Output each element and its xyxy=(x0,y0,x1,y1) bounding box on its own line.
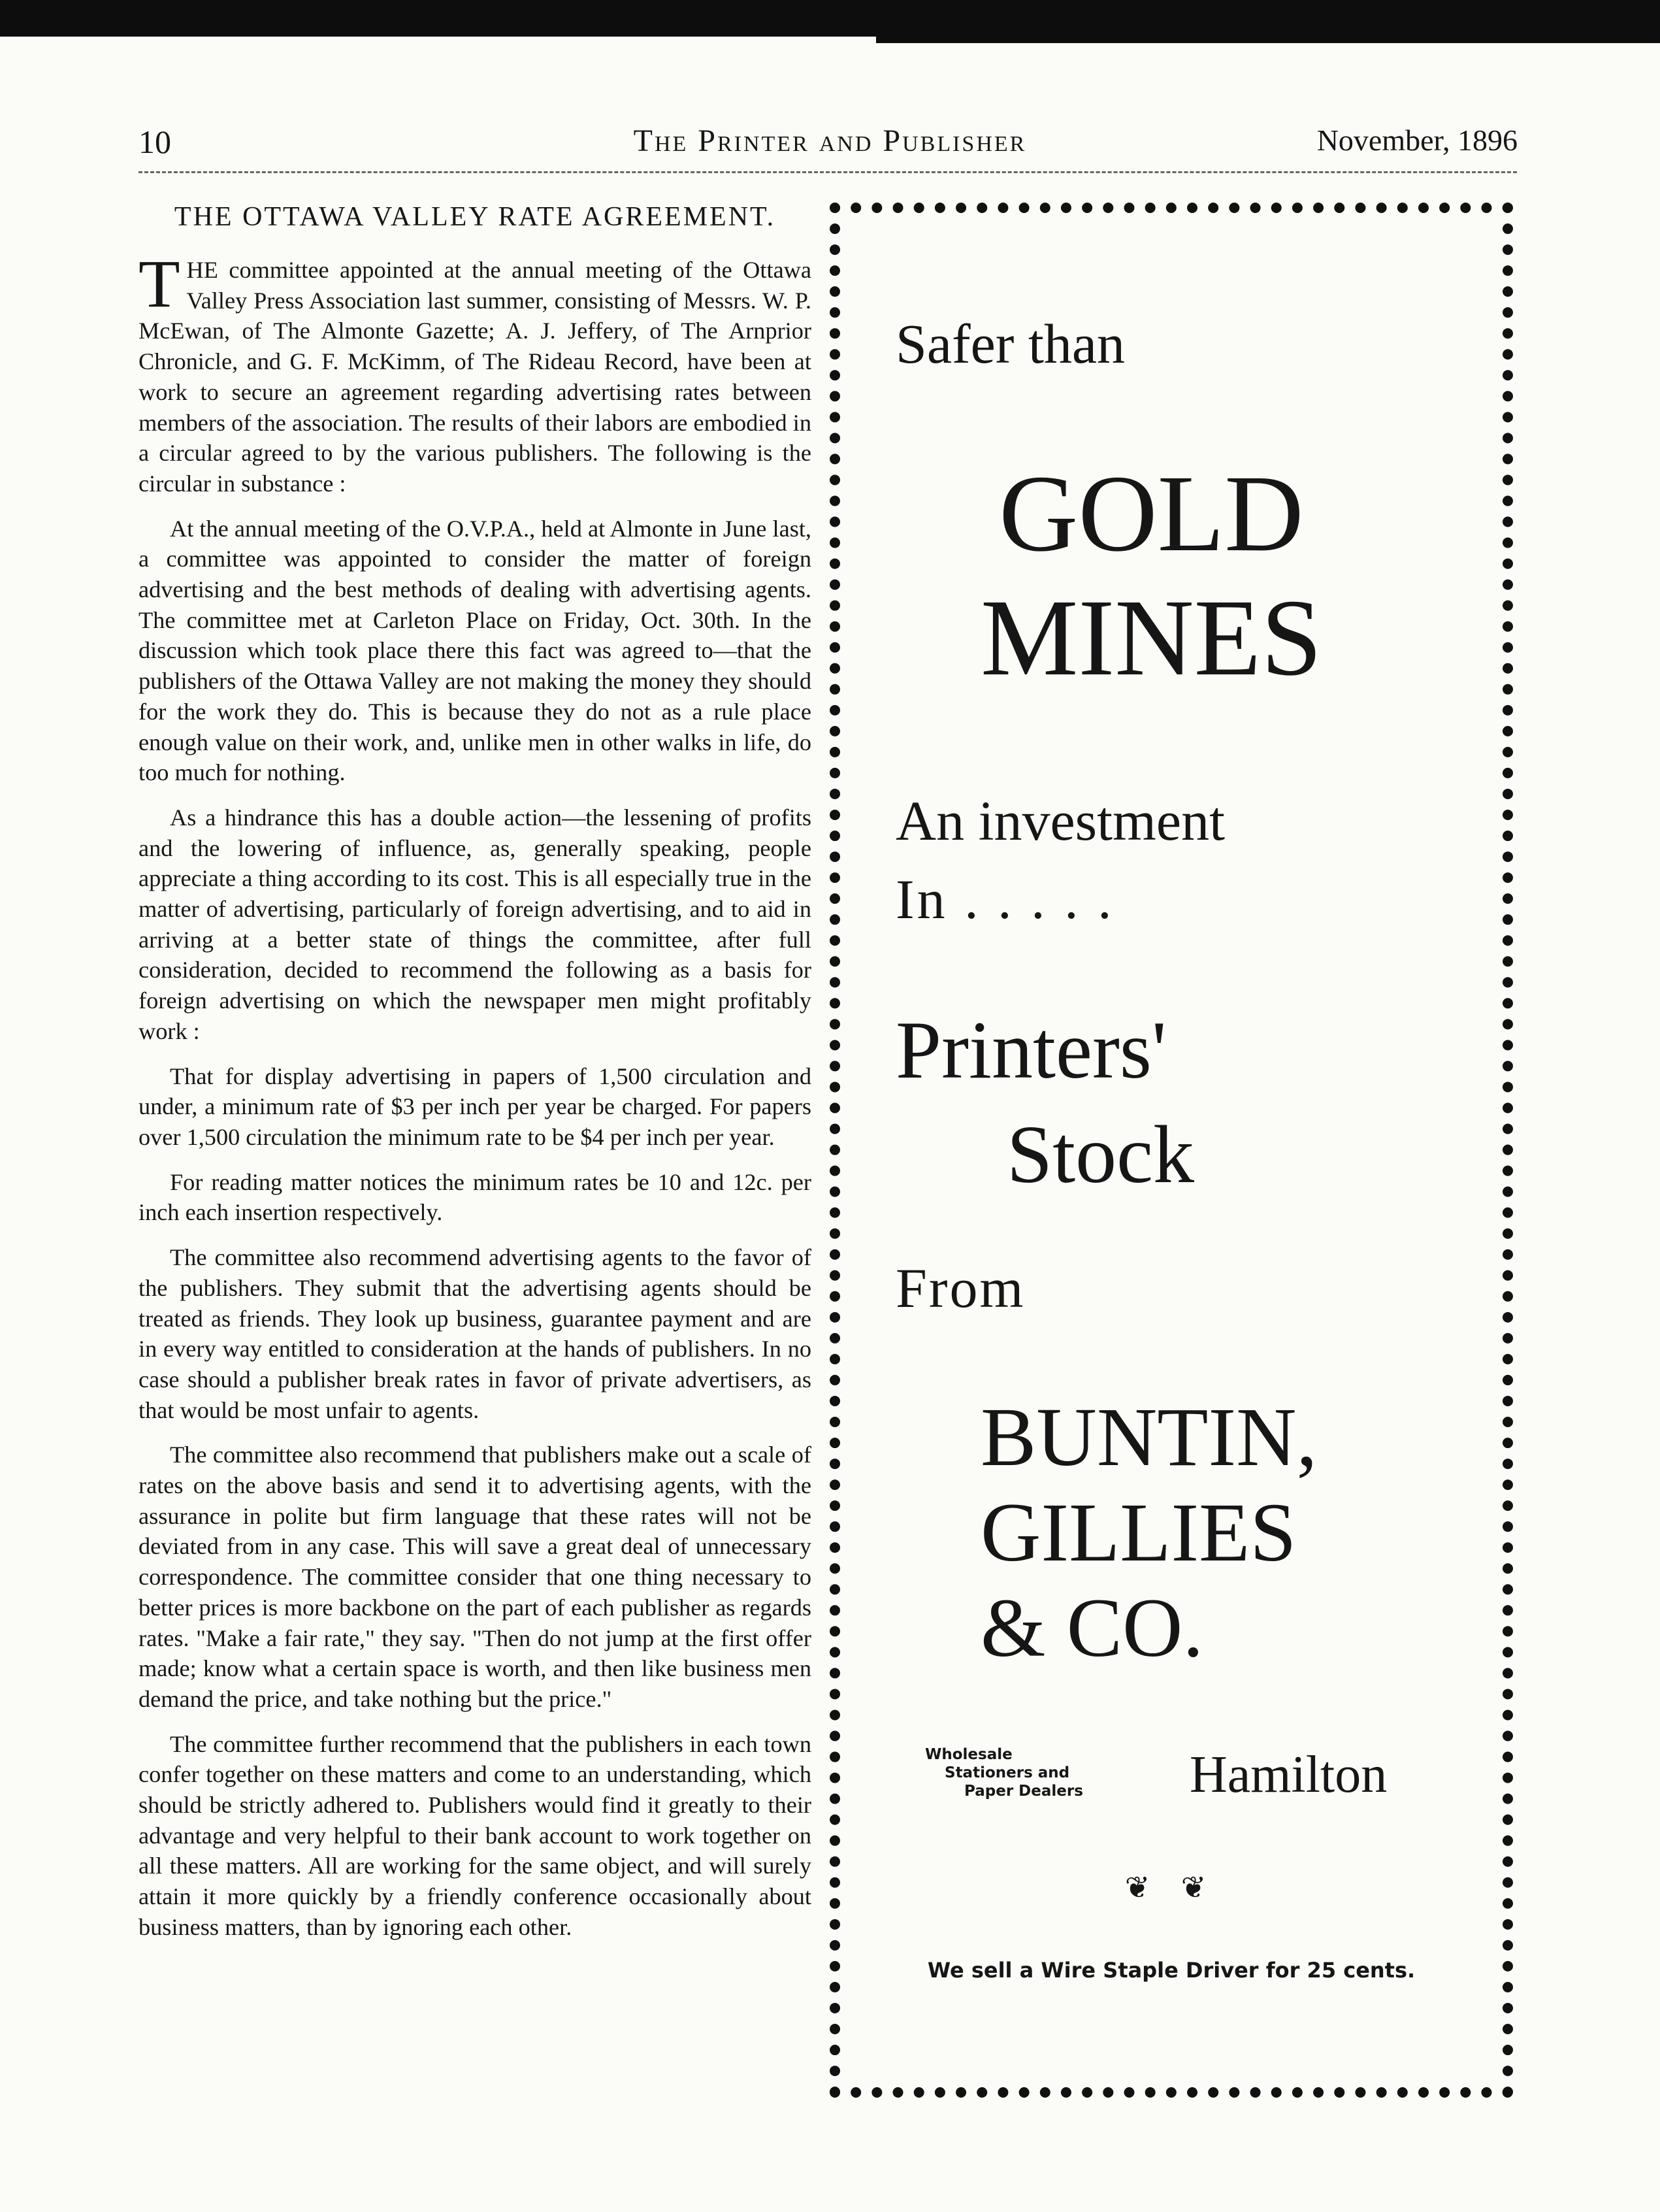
article-paragraph: That for display advertising in papers of 1,500 circulation and under, a minimum rate of $3 per inch per year be charged. For papers over 1,500 circulation the minimum rate to be $4 per inch per year. xyxy=(138,1063,811,1150)
ad-city: Hamilton xyxy=(1190,1746,1388,1804)
ad-line-safer-than: Safer than xyxy=(896,312,1126,375)
drop-cap: T xyxy=(138,246,180,322)
top-scan-border-edge xyxy=(876,37,1660,43)
page-header xyxy=(0,123,1660,162)
ad-line-in: In . . . . . xyxy=(896,868,1115,931)
page-number: 10 xyxy=(138,124,171,160)
ad-line-stock: Stock xyxy=(1007,1110,1195,1200)
ad-company-line: GILLIES xyxy=(981,1486,1297,1579)
top-scan-border xyxy=(0,0,1660,37)
article-paragraph: The committee further recommend that the publishers in each town confer together on these matters and come to an understanding, which should be strictly adhered to. Publishers would find it greatly to their advantage and very helpful to their bank account to work together on all these matters. All are working for the same object, and will surely attain it more quickly by a friendly conference occasionally about business matters, than by ignoring each other. xyxy=(138,1730,811,1940)
publication-title: The Printer and Publisher xyxy=(633,124,1027,158)
article-title: THE OTTAWA VALLEY RATE AGREEMENT. xyxy=(174,202,776,232)
article-paragraph: As a hindrance this has a double action—the lessening of profits and the lowering of influence, as, generally speaking, people appreciate a thing according to its cost. This is all especially true in the matter of advertising, particularly of foreign advertising, and to aid in arriving at a better state of things the committee, after full consideration, decided to recommend the following as a basis for foreign advertising on which the newspaper men might profitably work : xyxy=(138,804,811,1044)
advertisement-box xyxy=(830,203,1513,2098)
ad-footer: We sell a Wire Staple Driver for 25 cents. xyxy=(927,1958,1416,1983)
ad-mines: MINES xyxy=(981,577,1322,699)
article-paragraph: The committee also recommend that publishers make out a scale of rates on the above basis and send it to advertising agents, with the assurance in polite but firm language that these rates will not be deviated from in any case. This will save a great deal of unnecessary correspondence. The committee consider that one thing necessary to better prices is more backbone on the part of each publisher as regards rates. "Make a fair rate," they say. "Then do not jump at the first offer made; know what a certain space is worth, and then like business men demand the price, and take nothing but the price." xyxy=(138,1442,811,1712)
header-rule xyxy=(138,171,1517,173)
ad-descriptor xyxy=(925,1745,1083,1800)
ad-company-name xyxy=(981,1389,1318,1676)
ornament-icon: ❦ ❦ xyxy=(1124,1871,1218,1904)
ad-descriptor-line: Stationers and xyxy=(945,1764,1070,1781)
ad-company-line: & CO. xyxy=(981,1581,1204,1674)
article-column xyxy=(138,201,811,1957)
ad-line-from: From xyxy=(896,1257,1026,1319)
article-paragraph: At the annual meeting of the O.V.P.A., held at Almonte in June last, a committee was appointed to consider the matter of foreign advertising and the best methods of dealing with advertising agents. The committee met at Carleton Place on Friday, Oct. 30th. In the discussion which took place there this fact was agreed to—that the publishers of the Ottawa Valley are not making the money they should for the work they do. This is because they do not as a rule place enough value on their work, and, unlike men in other walks in life, do too much for nothing. xyxy=(138,515,811,786)
ad-gold-mines xyxy=(981,452,1322,700)
ad-line-investment: An investment xyxy=(896,789,1225,852)
ad-company-line: BUNTIN, xyxy=(981,1391,1318,1483)
ad-gold: GOLD xyxy=(999,453,1304,574)
ad-line-printers: Printers' xyxy=(896,1005,1167,1096)
ad-descriptor-line: Paper Dealers xyxy=(964,1783,1083,1800)
article-paragraph xyxy=(138,246,811,499)
article-paragraph: For reading matter notices the minimum rates be 10 and 12c. per inch each insertion respectively. xyxy=(138,1168,811,1226)
ad-descriptor-line: Wholesale xyxy=(925,1746,1013,1763)
issue-date: November, 1896 xyxy=(1316,124,1518,157)
paragraph-text: HE committee appointed at the annual meeting of the Ottawa Valley Press Association last summer, consisting of Messrs. W. P. McEwan, of The Almonte Gazette; A. J. Jeffery, of The Arnprior Chronicle, and G. F. McKimm, of The Rideau Record, have been at work to secure an agreement regarding advertising rates between members of the association. The results of their labors are embodied in a circular agreed to by the various publishers. The following is the circular in substance : xyxy=(138,257,811,497)
article-paragraph: The committee also recommend advertising agents to the favor of the publishers. They submit that the advertising agents should be treated as friends. They look up business, guarantee payment and are in every way entitled to consideration at the hands of publishers. In no case should a publisher break rates in favor of private advertisers, as that would be most unfair to agents. xyxy=(138,1244,811,1423)
